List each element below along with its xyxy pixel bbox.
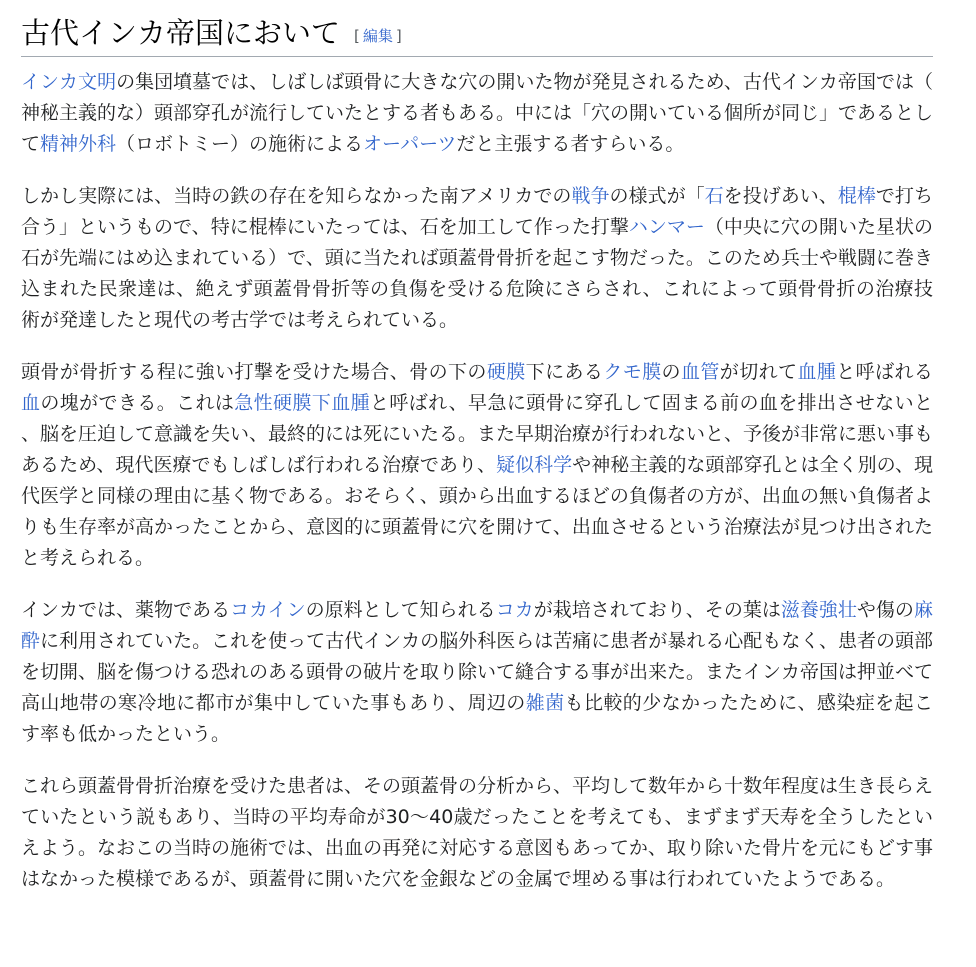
paragraph-text: も比較的少なかったために、感染症を起こす率も低かったという。 <box>21 692 933 745</box>
wiki-link[interactable]: ハンマー <box>628 216 705 238</box>
paragraph-text: （中央に穴の開いた星状の石が先端にはめ込まれている）で、頭に当たれば頭蓋骨骨折を起こす物だった。このため兵士や戦闘に巻き込まれた民衆達は、絶えず頭蓋骨骨折等の負傷を受ける危険にさらされ、これによって頭骨骨折の治療技術が発達したと現代の考古学では考えられている。 <box>21 216 933 331</box>
paragraph-text: や傷の <box>856 599 914 621</box>
paragraph-text: の様式が「 <box>609 185 705 207</box>
wiki-link[interactable]: 急性硬膜下血腫 <box>234 392 370 414</box>
paragraph-text: の原料として知られる <box>305 599 496 621</box>
wiki-link[interactable]: オーパーツ <box>363 133 457 155</box>
wiki-link[interactable]: 棍棒 <box>837 185 876 207</box>
wiki-link[interactable]: 石 <box>704 185 724 207</box>
paragraph-text: （ロボトミー）の施術による <box>116 133 364 155</box>
paragraph-1 <box>21 67 933 160</box>
paragraph-text: が切れて <box>719 361 798 383</box>
article-content <box>21 0 933 916</box>
wiki-link[interactable]: インカ文明 <box>21 71 117 93</box>
paragraph-text: を投げあい、 <box>723 185 838 207</box>
paragraph-text: 下にある <box>525 361 604 383</box>
edit-open-bracket: [ <box>354 27 360 45</box>
paragraph-text: に利用されていた。これを使って古代インカの脳外科医らは苦痛に患者が暴れる心配もなく、患者の頭部を切開、脳を傷つける恐れのある頭骨の破片を取り除いて縫合する事が出来た。またインカ帝国は押並べて高山地帯の寒冷地に都市が集中していた事もあり、周辺の <box>21 630 934 714</box>
wiki-link[interactable]: 戦争 <box>571 185 610 207</box>
paragraph-text: と呼ばれる <box>836 361 933 383</box>
paragraph-3 <box>21 357 933 574</box>
edit-section-link[interactable]: 編集 <box>362 27 393 45</box>
paragraph-text: の集団墳墓では、しばしば頭骨に大きな穴の開いた物が発見されるため、古代インカ帝国では（神秘主義的な）頭部穿孔が流行していたとする者もある。中には「穴の開いている個所が同じ」であるとして <box>21 71 934 155</box>
paragraph-text: しかし実際には、当時の鉄の存在を知らなかった南アメリカでの <box>21 185 572 207</box>
wiki-link[interactable]: 血管 <box>680 361 720 383</box>
paragraph-text: 頭骨が骨折する程に強い打撃を受けた場合、骨の下の <box>21 361 487 383</box>
wiki-link[interactable]: コカイン <box>230 599 306 621</box>
paragraph-text: これら頭蓋骨骨折治療を受けた患者は、その頭蓋骨の分析から、平均して数年から十数年程度は生き長らえていたという説もあり、当時の平均寿命が30〜40歳だったことを考えても、まずまず天寿を全うしたといえよう。なおこの当時の施術では、出血の再発に対応する意図もあってか、取り除いた骨片を元にもどす事はなかった模様であるが、頭蓋骨に開いた穴を金銀などの金属で埋める事は行われていたようである。 <box>21 775 934 890</box>
wiki-link[interactable]: 血腫 <box>797 361 837 383</box>
wiki-link[interactable]: 精神外科 <box>40 133 117 155</box>
paragraph-text: インカでは、薬物である <box>21 599 231 621</box>
wiki-link[interactable]: 滋養強壮 <box>780 599 857 621</box>
wiki-link[interactable]: 硬膜 <box>486 361 526 383</box>
wiki-link[interactable]: クモ膜 <box>603 361 662 383</box>
paragraph-5 <box>21 771 933 895</box>
paragraph-text: で打ち合う」というもので、特に棍棒にいたっては、石を加工して作った打撃 <box>21 185 933 238</box>
article-body <box>21 67 933 895</box>
paragraph-4 <box>21 595 933 750</box>
wiki-link[interactable]: コカ <box>495 599 534 621</box>
edit-section-link-group <box>354 27 402 45</box>
paragraph-text: が栽培されており、その葉は <box>533 599 781 621</box>
wiki-link[interactable]: 雑菌 <box>525 692 565 714</box>
paragraph-text: の <box>661 361 681 383</box>
section-heading <box>21 0 933 57</box>
paragraph-2 <box>21 181 933 336</box>
edit-close-bracket: ] <box>395 27 402 45</box>
wiki-link[interactable]: 血 <box>21 392 41 414</box>
paragraph-text: だと主張する者すらいる。 <box>456 133 685 155</box>
paragraph-text: と呼ばれ、早急に頭骨に穿孔して固まる前の血を排出させないと、脳を圧迫して意識を失い、最終的には死にいたる。また早期治療が行われないと、予後が非常に悪い事もあるため、現代医療でもしばしば行われる治療であり、 <box>21 392 934 476</box>
paragraph-text: の塊ができる。これは <box>40 392 235 414</box>
paragraph-text: や神秘主義的な頭部穿孔とは全く別の、現代医学と同様の理由に基く物である。おそらく、頭から出血するほどの負傷者の方が、出血の無い負傷者よりも生存率が高かったことから、意図的に頭蓋骨に穴を開けて、出血させるという治療法が見つけ出されたと考えられる。 <box>21 454 933 569</box>
wiki-link[interactable]: 疑似科学 <box>496 454 573 476</box>
wiki-link[interactable]: 麻酔 <box>21 599 933 652</box>
section-title: 古代インカ帝国において <box>21 16 341 50</box>
